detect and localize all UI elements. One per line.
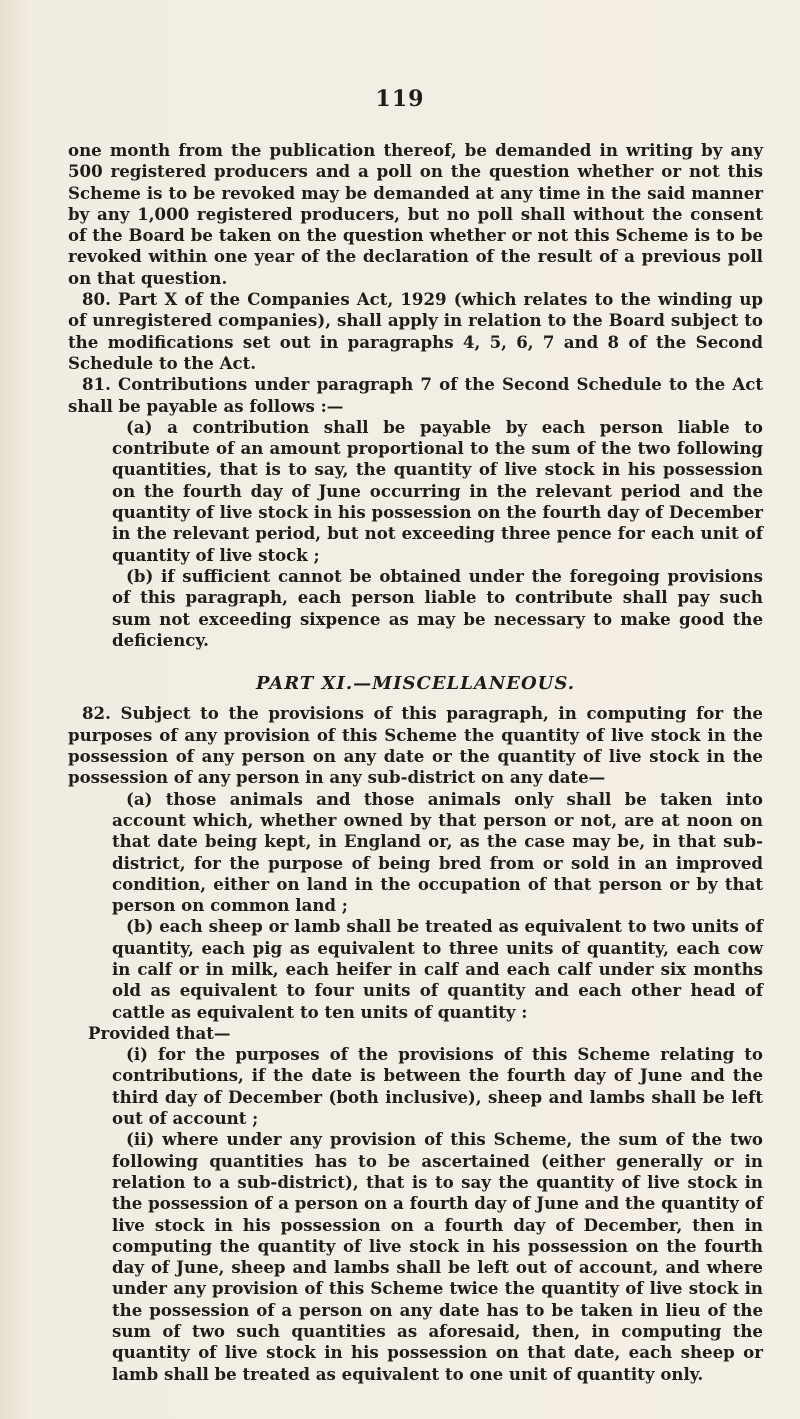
paragraph-79-continuation: one month from the publication thereof, be demanded in writing by any 500 registered producers and a poll on the question whether or not this Scheme is to be revoked may be demanded at any time in the said manner by any 1,000 registered producers, but no poll shall without the consent of the Board be taken on the question whether or not this Scheme is to be revoked within one year of the declaration of the result of a previous poll on that question. — [68, 140, 763, 288]
paragraph-81-b: (b) if sufficient cannot be obtained under the foregoing provisions of this paragraph, each person liable to contribute shall pay such sum not exceeding sixpence as may be necessary to make good the deficiency. — [112, 565, 763, 650]
paragraph-82: 82. Subject to the provisions of this paragraph, in computing for the purposes of any provision of this Scheme the quantity of live stock in the possession of any person on any date or the quantity of live stock in the possession of any person in any sub-district on any date— — [68, 703, 763, 788]
paragraph-82-a: (a) those animals and those animals only shall be taken into account which, whether owned by that person or not, are at noon on that date being kept, in England or, as the case may be, in that sub-district, for the purpose of being bred from or sold in an improved condition, either on land in the occupation of that person or by that person on common land ; — [112, 788, 763, 916]
proviso-ii: (ii) where under any provision of this Scheme, the sum of the two following quantities has to be ascertained (either generally or in relation to a sub-district), that is to say the quantity of live stock in the possession of a person on a fourth day of June and the quantity of live stock in his possession on a fourth day of December, then in computing the quantity of live stock in his possession on the fourth day of June, sheep and lambs shall be left out of account, and where under any provision of this Scheme twice the quantity of live stock in the possession of a person on any date has to be taken in lieu of the sum of two such quantities as aforesaid, then, in computing the quantity of live stock in his possession on that date, each sheep or lamb shall be treated as equivalent to one unit of quantity only. — [112, 1129, 763, 1384]
part-heading: PART XI.—MISCELLANEOUS. — [256, 673, 575, 695]
proviso-i: (i) for the purposes of the provisions of this Scheme relating to contributions, if the date is between the fourth day of June and the third day of December (both inclusive), sheep and lambs shall be left out of account ; — [112, 1044, 763, 1129]
page-number: 119 — [375, 86, 425, 112]
paragraph-80: 80. Part X of the Companies Act, 1929 (which relates to the winding up of unregistered companies), shall apply in relation to the Board subject to the modifications set out in paragraphs 4, 5, 6, 7 and 8 of the Second Schedule to the Act. — [68, 289, 763, 373]
paragraph-81-a: (a) a contribution shall be payable by each person liable to contribute of an amount proportional to the sum of the two following quantities, that is to say, the quantity of live stock in his possession on the fourth day of June occurring in the relevant period and the quantity of live stock in his possession on the fourth day of December in the relevant period, but not exceeding three pence for each unit of quantity of live stock ; — [112, 416, 763, 565]
document-body — [68, 140, 763, 1385]
proviso-intro: Provided that— — [88, 1022, 231, 1043]
paragraph-81: 81. Contributions under paragraph 7 of the Second Schedule to the Act shall be payable as follows :— — [68, 374, 763, 416]
paragraph-82-b: (b) each sheep or lamb shall be treated as equivalent to two units of quantity, each pig as equivalent to three units of quantity, each cow in calf or in milk, each heifer in calf and each calf under six months old as equivalent to four units of quantity and each other head of cattle as equivalent to ten units of quantity : — [112, 916, 763, 1022]
